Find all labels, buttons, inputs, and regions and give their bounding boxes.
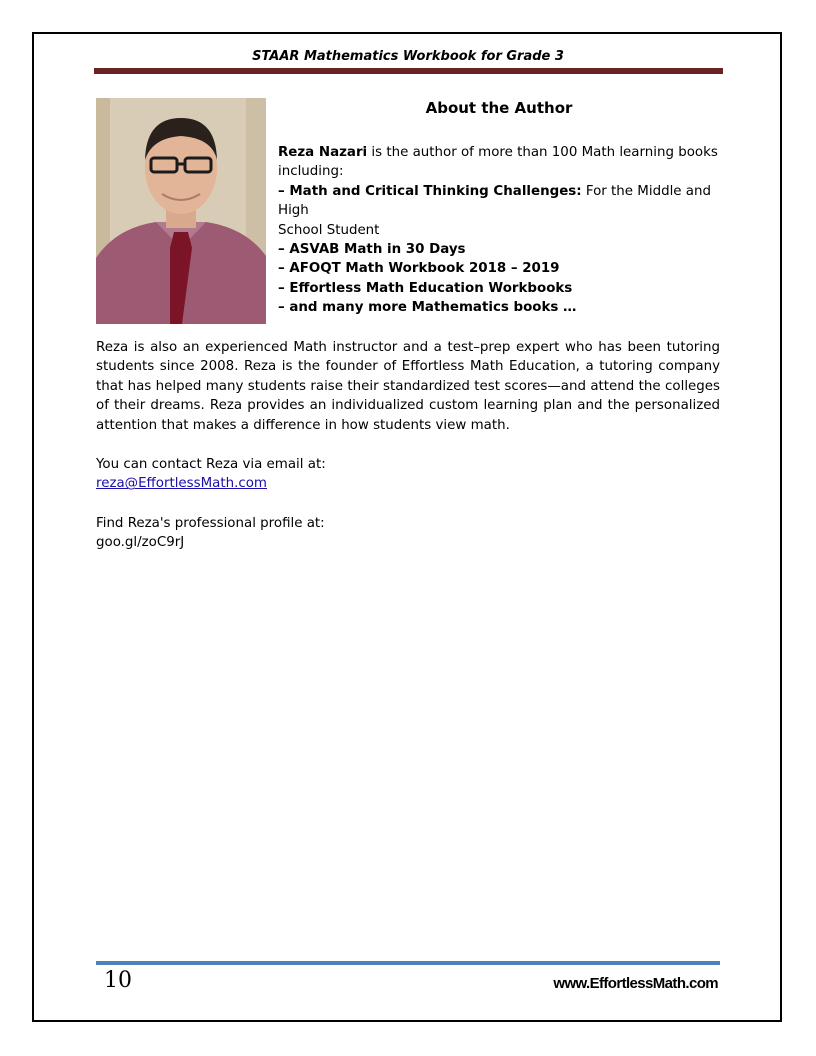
book-item-continued: School Student — [278, 222, 380, 238]
footer-rule — [96, 961, 720, 965]
book-item: – Math and Critical Thinking Challenges: For the Middle and High — [278, 183, 711, 219]
profile-section — [96, 514, 720, 553]
profile-label: Find Reza's professional profile at: — [96, 516, 325, 531]
email-link[interactable]: reza@EffortlessMath.com — [96, 476, 267, 492]
author-intro — [278, 143, 720, 318]
running-header-title: STAAR Mathematics Workbook for Grade 3 — [252, 49, 564, 64]
header-rule — [94, 68, 723, 74]
author-photo — [96, 98, 266, 324]
book-item: – Effortless Math Education Workbooks — [278, 280, 573, 296]
bio-paragraph: Reza is also an experienced Math instructor and a test–prep expert who has been tutoring students since 2008. Reza is the founder of Effortless Math Education, a tutoring company that has helped many students raise their standardized test scores—and attend the colleges of their dreams. Reza provides an individualized custom learning plan and the personalized attention that makes a difference in how students view math. — [96, 340, 720, 433]
author-name: Reza Nazari — [278, 145, 368, 160]
contact-label: You can contact Reza via email at: — [96, 457, 326, 472]
about-author-heading: About the Author — [425, 99, 573, 117]
contact-section — [96, 455, 720, 494]
intro-line — [278, 143, 720, 162]
website-url: www.EffortlessMath.com — [553, 975, 718, 992]
profile-url: goo.gl/zoC9rJ — [96, 535, 185, 551]
book-item: – ASVAB Math in 30 Days — [278, 242, 466, 258]
intro-line-2: including: — [278, 164, 344, 180]
book-item: – and many more Mathematics books … — [278, 300, 577, 316]
page-number: 10 — [104, 968, 132, 993]
book-item: – AFOQT Math Workbook 2018 – 2019 — [278, 261, 560, 277]
intro-text: is the author of more than 100 Math learning books — [367, 145, 718, 160]
